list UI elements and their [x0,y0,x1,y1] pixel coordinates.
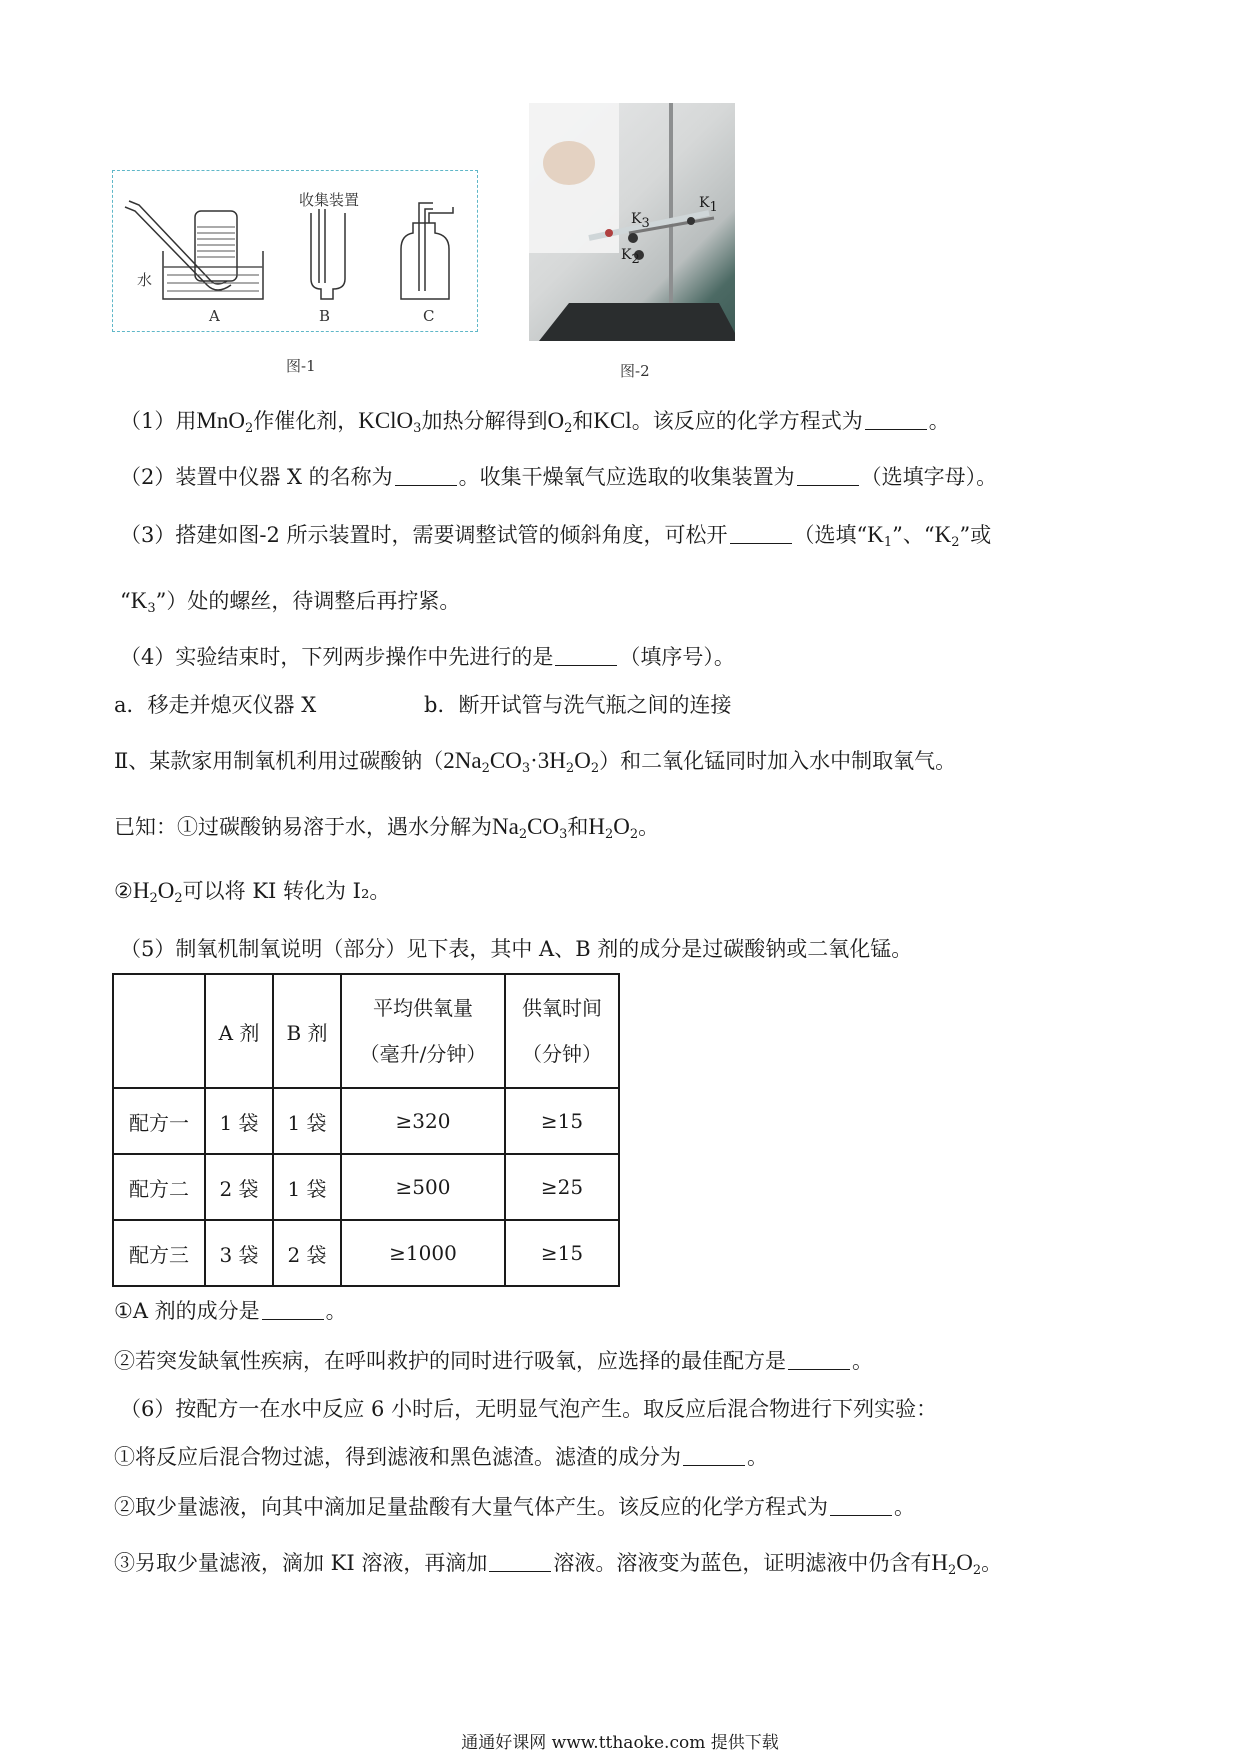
formula-table [112,973,620,1287]
answer-blank-q5-1[interactable] [262,1299,324,1320]
label-k1: $K_1$ [699,195,718,215]
row-oxygen: ≥500 [341,1154,505,1220]
row-oxygen: ≥1000 [341,1220,505,1286]
answer-blank-q6-2[interactable] [830,1495,892,1516]
row-name: 配方二 [113,1154,205,1220]
stand-base [539,303,735,341]
table-row [113,1154,619,1220]
answer-blank-q2a[interactable] [395,465,457,486]
figure-2-caption: 图-2 [620,362,650,380]
row-b: 2 袋 [273,1220,341,1286]
table-row [113,1220,619,1286]
question-6-2: ②取少量滤液，向其中滴加足量盐酸有大量气体产生。该反应的化学方程式为 。 [114,1495,915,1519]
label-k2: $K_2$ [621,247,640,267]
question-3: （3）搭建如图-2 所示装置时，需要调整试管的倾斜角度，可松开 （选填“$K_1$”、“$K_2$”或 [120,522,992,550]
known-2: $②H_2O_2$可以将 KI 转化为 I₂。 [114,878,391,906]
figure-1-apparatus [112,170,478,332]
label-k3: $K_3$ [631,211,650,231]
row-oxygen: ≥320 [341,1088,505,1154]
row-name: 配方一 [113,1088,205,1154]
row-name: 配方三 [113,1220,205,1286]
row-time: ≥25 [505,1154,619,1220]
figure-2-photo [529,103,735,341]
bottle-b [311,213,345,299]
question-2: （2）装置中仪器 X 的名称为 。收集干燥氧气应选取的收集装置为 （选填字母）。 [120,465,998,489]
page-footer: 通通好课网 www.tthaoke.com 提供下载 [461,1733,779,1753]
row-a: 1 袋 [205,1088,273,1154]
answer-blank-q5-2[interactable] [788,1349,850,1370]
row-time: ≥15 [505,1220,619,1286]
question-4: （4）实验结束时，下列两步操作中先进行的是 （填序号）。 [120,645,735,669]
figure-1-caption: 图-1 [286,357,316,375]
option-a: a．移走并熄灭仪器 X [114,693,317,717]
known-1: 已知：①过碳酸钠易溶于水，遇水分解为$Na_2CO_3$和$H_2O_2$。 [114,814,660,842]
row-b: 1 袋 [273,1088,341,1154]
question-5-2: ②若突发缺氧性疾病，在呼叫救护的同时进行吸氧，应选择的最佳配方是 。 [114,1349,873,1373]
row-a: 3 袋 [205,1220,273,1286]
label-water: 水 [137,271,153,289]
question-5-1: ①A 剂的成分是 。 [114,1299,347,1323]
row-time: ≥15 [505,1088,619,1154]
answer-blank-q3[interactable] [730,523,792,544]
answer-blank-q4[interactable] [555,645,617,666]
question-5: （5）制氧机制氧说明（部分）见下表，其中 A、B 剂的成分是过碳酸钠或二氧化锰。 [120,937,913,961]
label-b: B [319,307,331,325]
table-row [113,1088,619,1154]
label-c: C [423,307,435,325]
row-a: 2 袋 [205,1154,273,1220]
question-1: （1）用MnO$_2$作催化剂，KClO$_3$加热分解得到$O_2$和KCl。该反应的化学方程式为 。 [120,408,950,436]
answer-blank-q6-3[interactable] [489,1551,551,1572]
row-b: 1 袋 [273,1154,341,1220]
answer-blank-q6-1[interactable] [683,1445,745,1466]
table-header-oxygen: 平均供氧量 （毫升/分钟） [341,974,505,1088]
label-collect-apparatus: 收集装置 [299,191,360,209]
question-6-1: ①将反应后混合物过滤，得到滤液和黑色滤渣。滤渣的成分为 。 [114,1445,768,1469]
table-header-a: A 剂 [205,974,273,1088]
table-header-row [113,974,619,1088]
part-2-intro: Ⅱ、某款家用制氧机利用过碳酸钠$(2Na_2CO_3\cdot 3H_2O_2)$和二氧化锰同时加入水中制取氧气。 [114,748,957,776]
answer-blank-q2b[interactable] [797,465,859,486]
question-6: （6）按配方一在水中反应 6 小时后，无明显气泡产生。取反应后混合物进行下列实验： [120,1397,938,1421]
label-a: A [209,307,220,325]
table-header-b: B 剂 [273,974,341,1088]
table-header-time: 供氧时间 （分钟） [505,974,619,1088]
question-3-continued: “$K_3$”）处的螺丝，待调整后再拧紧。 [120,588,461,616]
question-6-3: ③另取少量滤液，滴加 KI 溶液，再滴加 溶液。溶液变为蓝色，证明滤液中仍含有$H_2O_2$。 [114,1550,1003,1578]
answer-blank-q1[interactable] [865,409,927,430]
option-b: b．断开试管与洗气瓶之间的连接 [424,693,732,717]
table-header-empty [113,974,205,1088]
